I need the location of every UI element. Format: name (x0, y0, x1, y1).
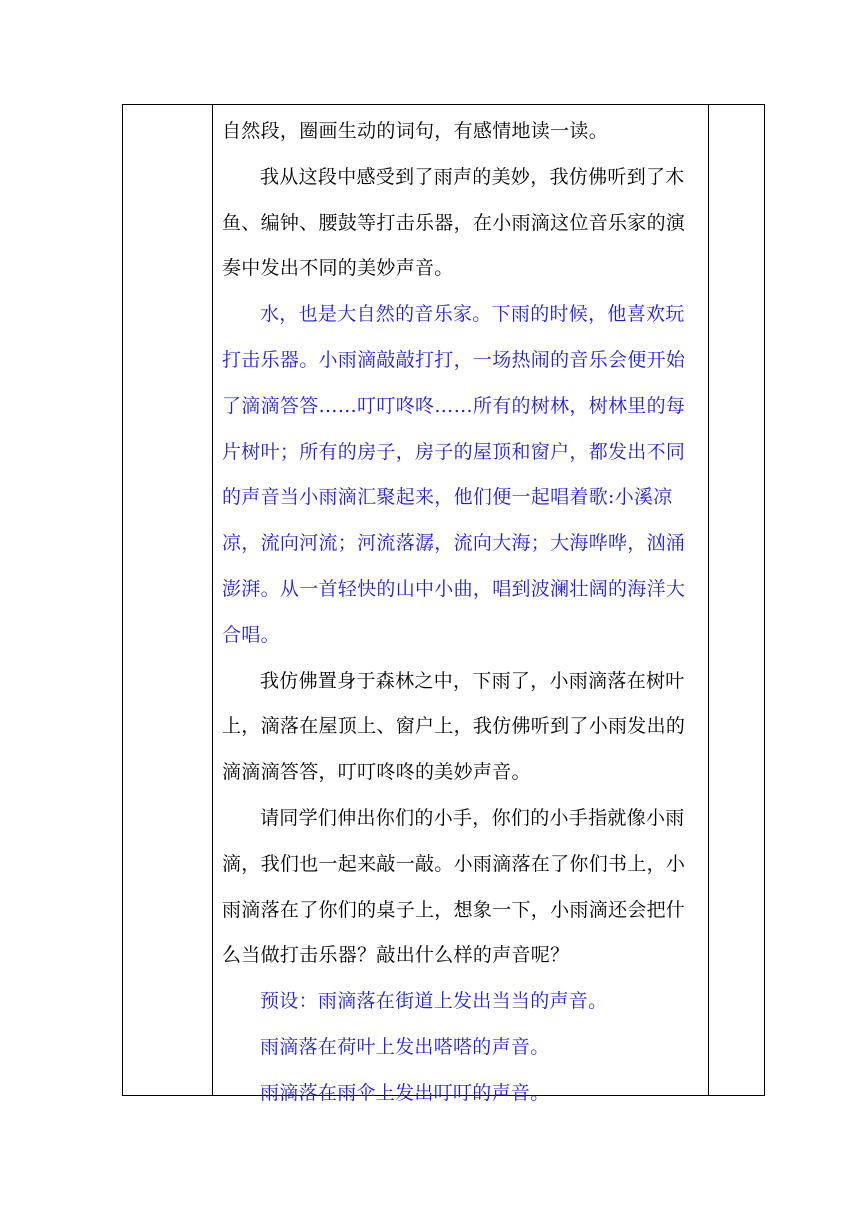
paragraph-preset-2: 雨滴落在荷叶上发出嗒嗒的声音。 (260, 1035, 550, 1058)
lesson-table (122, 104, 765, 1104)
table-left-cell (123, 105, 213, 1095)
paragraph-reading-text: 水，也是大自然的音乐家。下雨的时候，他喜欢玩打击乐器。小雨滴敲敲打打，一场热闹的音乐会便开始了滴滴答答……叮叮咚咚……所有的树林，树林里的每片树叶；所有的房子，房子的屋顶和窗户，都发出不同的声音当小雨滴汇聚起来，他们便一起唱着歌:小溪凉凉，流向河流；河流落潺，流向大海；大海哗哗，汹涌澎湃。从一首轻快的山中小曲，唱到波澜壮阔的海洋大合唱。 (222, 303, 686, 646)
paragraph-preset-1: 预设：雨滴落在街道上发出当当的声音。 (260, 990, 608, 1013)
table-content-cell (213, 105, 709, 1104)
paragraph-preset-3: 雨滴落在雨伞上发出叮叮的声音。 (260, 1081, 550, 1104)
table-right-cell (709, 105, 764, 1095)
paragraph-instruction: 自然段，圈画生动的词句，有感情地读一读。 (222, 120, 609, 142)
paragraph-activity: 请同学们伸出你们的小手，你们的小手指就像小雨滴，我们也一起来敲一敲。小雨滴落在了你们书上，小雨滴落在了你们的桌子上，想象一下，小雨滴还会把什么当做打击乐器？敲出什么样的声音呢？ (222, 806, 686, 967)
paragraph-imagination: 我仿佛置身于森林之中，下雨了，小雨滴落在树叶上，滴落在屋顶上、窗户上，我仿佛听到了小雨发出的滴滴滴答答，叮叮咚咚的美妙声音。 (222, 669, 686, 784)
paragraph-feeling: 我从这段中感受到了雨声的美妙，我仿佛听到了木鱼、编钟、腰鼓等打击乐器，在小雨滴这位音乐家的演奏中发出不同的美妙声音。 (222, 165, 686, 280)
